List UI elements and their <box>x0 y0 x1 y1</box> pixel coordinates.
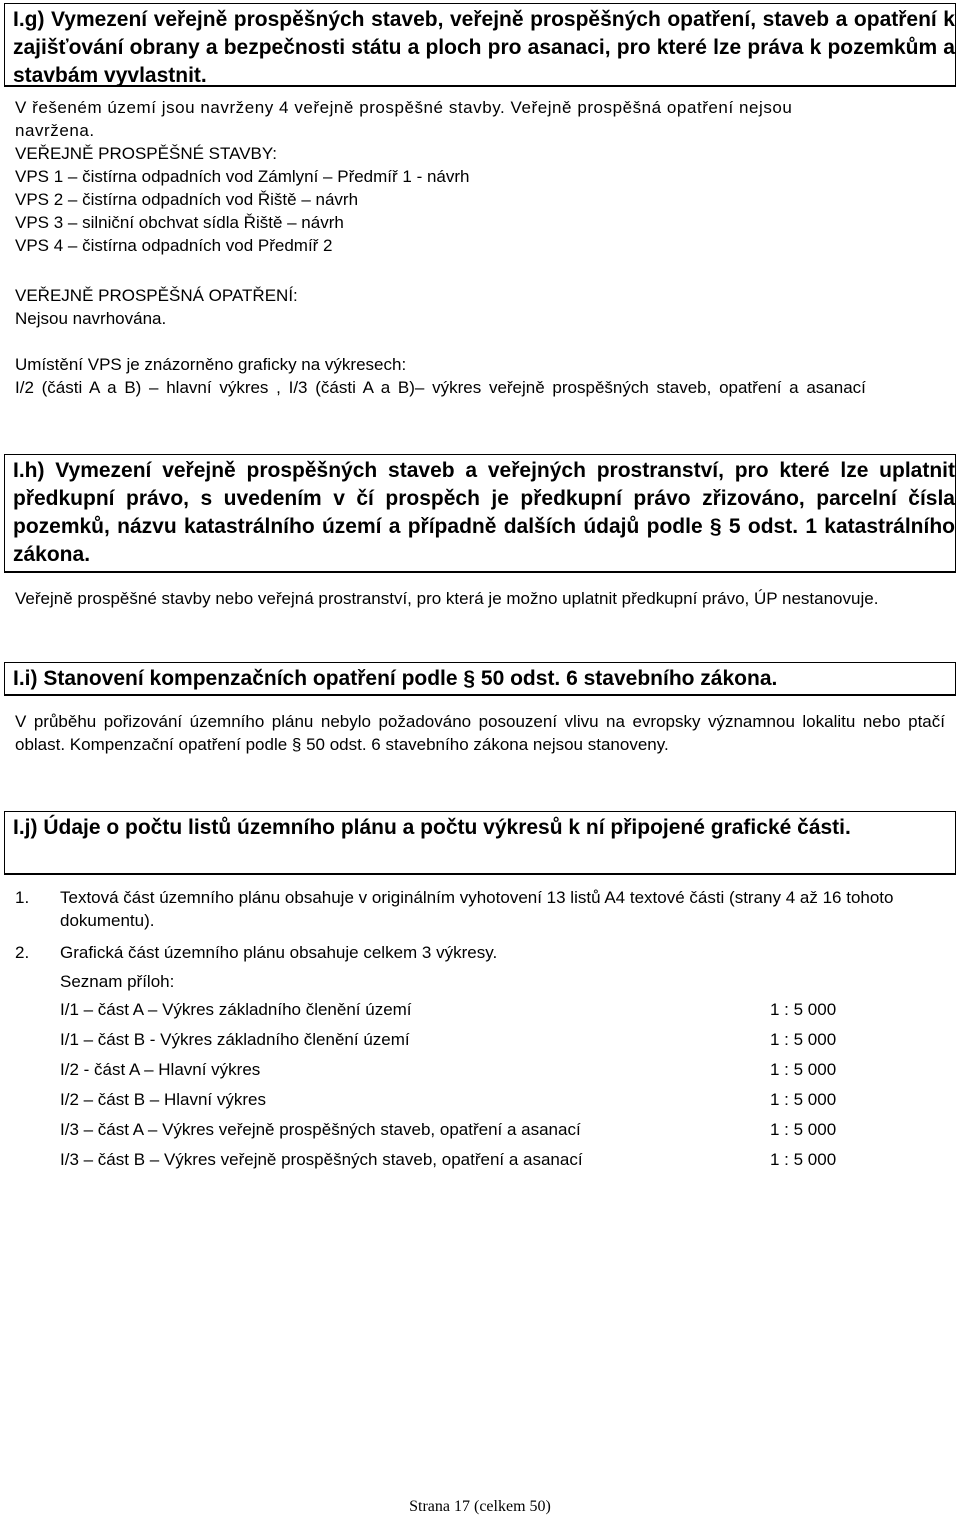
vpo-text: Nejsou navrhována. <box>15 309 167 328</box>
placement-block <box>15 353 945 399</box>
section-i-heading-box <box>4 662 956 696</box>
attachment-scale: 1 : 5 000 <box>770 1090 837 1109</box>
attachment-scale: 1 : 5 000 <box>770 1030 837 1049</box>
attachment-row <box>60 995 860 1025</box>
section-g-heading: I.g) Vymezení veřejně prospěšných staveb, veřejně prospěšných opatření, staveb a opatření k zajišťování obrany a bezpečnosti státu a ploch pro asanaci, pro které lze práva k pozemkům a stavbám vyvlastnit. <box>13 8 955 87</box>
list-item-number: 2. <box>15 943 30 962</box>
list-item-text: Grafická část územního plánu obsahuje celkem 3 výkresy. <box>60 943 498 962</box>
attachment-scale: 1 : 5 000 <box>770 1060 837 1079</box>
attachments-heading: Seznam příloh: <box>60 972 175 991</box>
attachment-scale: 1 : 5 000 <box>770 1000 837 1019</box>
section-g-heading-box <box>4 3 956 87</box>
attachment-row <box>60 1145 860 1175</box>
vps-item: VPS 2 – čistírna odpadních vod Řiště – návrh <box>15 190 359 209</box>
section-h-text: Veřejně prospěšné stavby nebo veřejná prostranství, pro která je možno uplatnit předkupní právo, ÚP nestanovuje. <box>15 589 879 608</box>
section-g-intro-line2: navržena. <box>15 121 95 140</box>
sheet-count-list <box>15 886 945 964</box>
vpo-block <box>15 284 945 330</box>
attachment-row <box>60 1085 860 1115</box>
vps-heading: VEŘEJNĚ PROSPĚŠNÉ STAVBY: <box>15 144 278 163</box>
attachment-name: I/1 – část B - Výkres základního členění území <box>60 1030 410 1049</box>
vps-item: VPS 1 – čistírna odpadních vod Zámlyní – Předmíř 1 - návrh <box>15 167 470 186</box>
section-g-intro-line1: V řešeném území jsou navrženy 4 veřejně prospěšné stavby. Veřejně prospěšná opatření nejsou <box>15 98 793 117</box>
attachment-row <box>60 1055 860 1085</box>
section-g-intro <box>15 96 945 142</box>
placement-text: I/2 (části A a B) – hlavní výkres , I/3 (části A a B)– výkres veřejně prospěšných staveb, opatření a asanací <box>15 378 866 397</box>
attachment-name: I/2 - část A – Hlavní výkres <box>60 1060 261 1079</box>
section-i-heading: I.i) Stanovení kompenzačních opatření podle § 50 odst. 6 stavebního zákona. <box>13 667 778 690</box>
placement-heading: Umístění VPS je znázorněno graficky na výkresech: <box>15 355 407 374</box>
page-footer: Strana 17 (celkem 50) <box>409 1498 551 1515</box>
attachment-name: I/1 – část A – Výkres základního členění území <box>60 1000 412 1019</box>
list-item <box>15 941 945 964</box>
list-item-text: Textová část územního plánu obsahuje v originálním vyhotovení 13 listů A4 textové části (strany 4 až 16 tohoto dokumentu). <box>60 888 894 930</box>
section-h-heading-box <box>4 454 956 573</box>
vps-item: VPS 3 – silniční obchvat sídla Řiště – návrh <box>15 213 344 232</box>
list-item-number: 1. <box>15 888 30 907</box>
attachment-row <box>60 1025 860 1055</box>
list-item <box>15 886 945 932</box>
attachment-name: I/3 – část B – Výkres veřejně prospěšných staveb, opatření a asanací <box>60 1150 583 1169</box>
section-i-text: V průběhu pořizování územního plánu nebylo požadováno posouzení vlivu na evropsky významnou lokalitu nebo ptačí oblast. Kompenzační opatření podle § 50 odst. 6 stavebního zákona nejsou stanoveny. <box>15 712 945 754</box>
vpo-heading: VEŘEJNĚ PROSPĚŠNÁ OPATŘENÍ: <box>15 286 298 305</box>
attachment-name: I/2 – část B – Hlavní výkres <box>60 1090 266 1109</box>
vps-item: VPS 4 – čistírna odpadních vod Předmíř 2 <box>15 236 333 255</box>
section-j-heading-box <box>4 811 956 875</box>
vps-block <box>15 142 945 257</box>
section-j-heading: I.j) Údaje o počtu listů územního plánu a počtu výkresů k ní připojené grafické části. <box>13 816 851 839</box>
attachment-name: I/3 – část A – Výkres veřejně prospěšných staveb, opatření a asanací <box>60 1120 581 1139</box>
attachment-scale: 1 : 5 000 <box>770 1120 837 1139</box>
attachment-scale: 1 : 5 000 <box>770 1150 837 1169</box>
attachment-row <box>60 1115 860 1145</box>
section-h-heading: I.h) Vymezení veřejně prospěšných staveb a veřejných prostranství, pro které lze uplatnit předkupní právo, s uvedením v čí prospěch je předkupní právo zřizováno, parcelní čísla pozemků, názvu katastrálního území a případně dalších údajů podle § 5 odst. 1 katastrálního zákona. <box>13 459 955 566</box>
